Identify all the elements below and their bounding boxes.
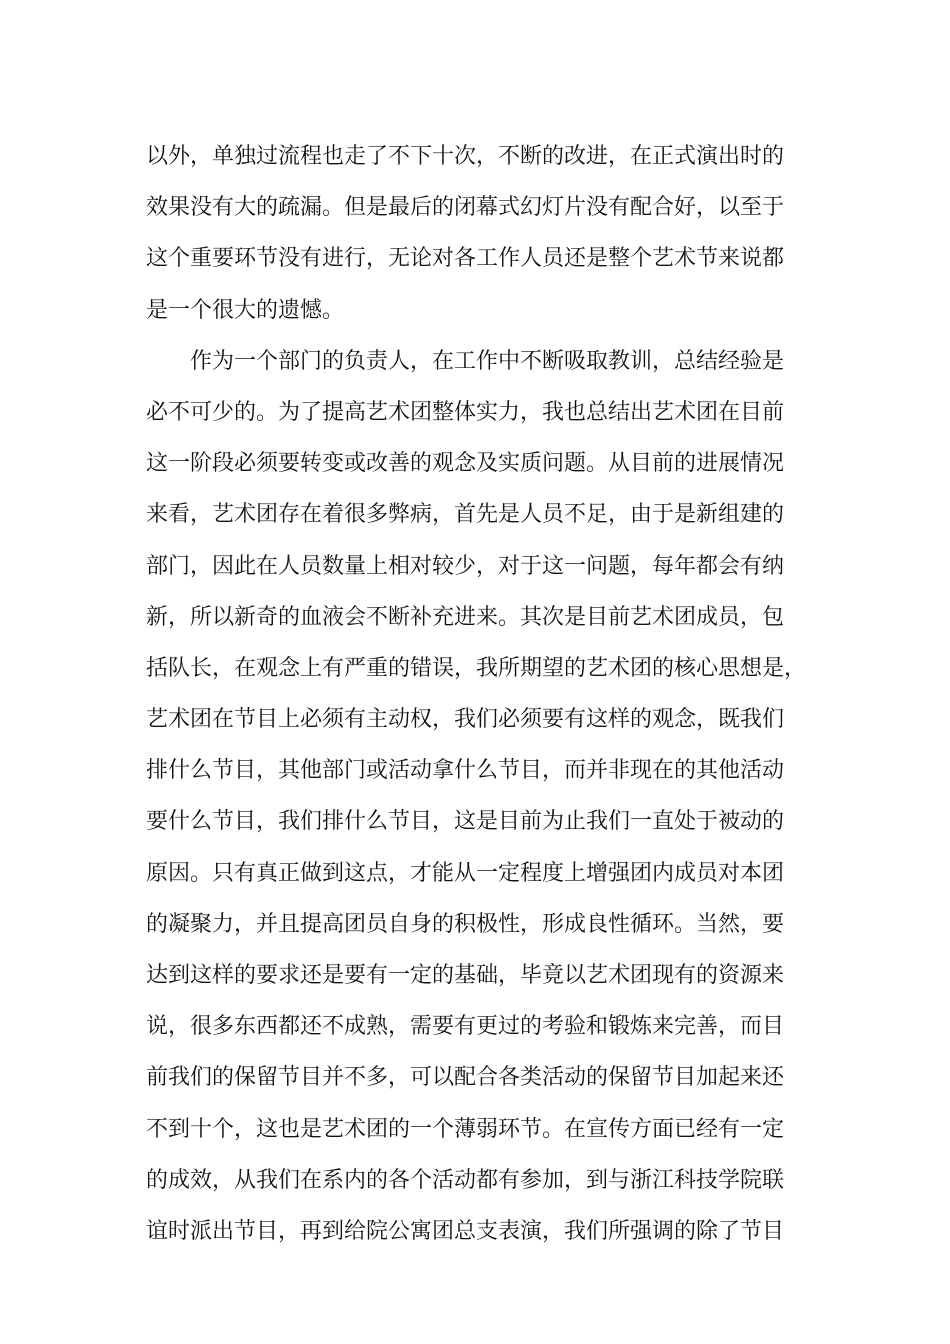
text-line: 是一个很大的遗憾。: [146, 297, 345, 323]
text-line: 的成效，从我们在系内的各个活动都有参加，到与浙江科技学院联: [146, 1167, 785, 1193]
text-line: 艺术团在节目上必须有主动权，我们必须要有这样的观念，既我们: [146, 707, 785, 733]
text-line: 括队长，在观念上有严重的错误，我所期望的艺术团的核心思想是，: [146, 655, 807, 681]
text-line: 要什么节目，我们排什么节目，这是目前为止我们一直处于被动的: [146, 809, 785, 835]
text-line: 这一阶段必须要转变或改善的观念及实质问题。从目前的进展情况: [146, 451, 785, 477]
text-line: 部门，因此在人员数量上相对较少，对于这一问题，每年都会有纳: [146, 553, 785, 579]
text-line: 这个重要环节没有进行，无论对各工作人员还是整个艺术节来说都: [146, 246, 785, 272]
text-line: 作为一个部门的负责人，在工作中不断吸取教训，总结经验是: [190, 348, 785, 374]
text-line: 说，很多东西都还不成熟，需要有更过的考验和锻炼来完善，而目: [146, 1014, 785, 1040]
text-line: 前我们的保留节目并不多，可以配合各类活动的保留节目加起来还: [146, 1065, 785, 1091]
text-line: 以外，单独过流程也走了不下十次，不断的改进，在正式演出时的: [146, 144, 785, 169]
text-line: 不到十个，这也是艺术团的一个薄弱环节。在宣传方面已经有一定: [146, 1116, 785, 1142]
text-line: 的凝聚力，并且提高团员自身的积极性，形成良性循环。当然，要: [146, 911, 785, 937]
paragraph-1: [146, 131, 818, 336]
paragraph-2: [146, 336, 818, 1257]
document-body: [146, 131, 818, 1257]
text-line: 原因。只有真正做到这点，才能从一定程度上增强团内成员对本团: [146, 860, 785, 886]
text-line: 达到这样的要求还是要有一定的基础，毕竟以艺术团现有的资源来: [146, 963, 785, 988]
text-line: 谊时派出节目，再到给院公寓团总支表演，我们所强调的除了节目: [146, 1218, 785, 1244]
text-line: 来看，艺术团存在着很多弊病，首先是人员不足，由于是新组建的: [146, 502, 785, 528]
text-line: 效果没有大的疏漏。但是最后的闭幕式幻灯片没有配合好，以至于: [146, 195, 785, 221]
text-line: 新，所以新奇的血液会不断补充进来。其次是目前艺术团成员，包: [146, 604, 785, 630]
text-line: 必不可少的。为了提高艺术团整体实力，我也总结出艺术团在目前: [146, 399, 785, 425]
text-line: 排什么节目，其他部门或活动拿什么节目，而并非现在的其他活动: [146, 758, 785, 784]
